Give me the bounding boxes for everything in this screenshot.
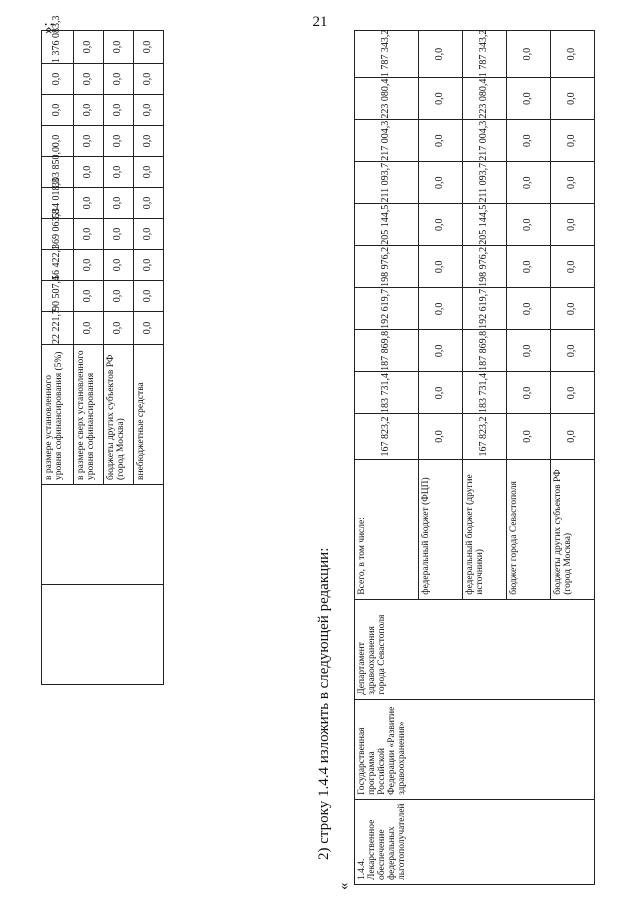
amount-cell: 0,0 bbox=[507, 246, 551, 288]
table-top-continuation bbox=[41, 15, 164, 685]
amount-cell: 0,0 bbox=[104, 95, 134, 126]
amount-cell: 0,0 bbox=[419, 288, 463, 330]
executor-name: Департамент здравоохранения города Севастополя bbox=[355, 599, 595, 699]
amount-cell: 303 850,0 bbox=[42, 157, 74, 188]
amount-cell: 223 080,4 bbox=[463, 78, 507, 120]
funding-source-label: бюджеты других субъектов РФ (город Москва) bbox=[551, 459, 595, 599]
amount-cell: 0,0 bbox=[134, 312, 164, 345]
section-heading: 2) строку 1.4.4 изложить в следующей редакции: bbox=[316, 547, 332, 860]
amount-cell: 0,0 bbox=[419, 78, 463, 120]
amount-cell: 0,0 bbox=[74, 188, 104, 219]
amount-cell: 0,0 bbox=[104, 188, 134, 219]
amount-cell: 0,0 bbox=[551, 78, 595, 120]
rotated-content bbox=[36, 15, 596, 890]
amount-cell: 0,0 bbox=[551, 330, 595, 372]
amount-cell: 0,0 bbox=[134, 95, 164, 126]
amount-cell: 0,0 bbox=[74, 157, 104, 188]
amount-cell: 22 221,7 bbox=[42, 312, 74, 345]
amount-cell: 0,0 bbox=[419, 204, 463, 246]
funding-source-label: бюджет города Севастополя bbox=[507, 459, 551, 599]
amount-cell: 183 731,4 bbox=[463, 372, 507, 414]
amount-cell: 192 619,7 bbox=[463, 288, 507, 330]
amount-cell: 0,0 bbox=[507, 31, 551, 78]
amount-cell: 0,0 bbox=[74, 250, 104, 281]
amount-cell: 0,0 bbox=[419, 414, 463, 459]
amount-cell: 0,0 bbox=[551, 246, 595, 288]
closing-quote: »; bbox=[40, 22, 56, 34]
amount-cell: 0,0 bbox=[551, 288, 595, 330]
amount-cell: 0,0 bbox=[134, 126, 164, 157]
amount-cell: 0,0 bbox=[104, 126, 134, 157]
amount-cell: 1 787 343,2 bbox=[463, 31, 507, 78]
funding-source-label: в размере установленного уровня софинансирования (5%) bbox=[42, 345, 74, 485]
amount-cell: 1 376 083,3 bbox=[42, 31, 74, 64]
amount-cell: 0,0 bbox=[74, 281, 104, 312]
amount-cell: 0,0 bbox=[42, 64, 74, 95]
amount-cell: 0,0 bbox=[419, 31, 463, 78]
amount-cell: 0,0 bbox=[507, 372, 551, 414]
amount-cell: 1 787 343,2 bbox=[355, 31, 419, 78]
amount-cell: 167 823,2 bbox=[463, 414, 507, 459]
amount-cell: 192 619,7 bbox=[355, 288, 419, 330]
amount-cell: 0,0 bbox=[74, 126, 104, 157]
table-row bbox=[42, 31, 74, 685]
funding-source-label: бюджеты других субъектов РФ (город Москва) bbox=[104, 345, 134, 485]
amount-cell: 0,0 bbox=[42, 95, 74, 126]
funding-source-label: Всего, в том числе: bbox=[355, 459, 419, 599]
amount-cell: 217 004,3 bbox=[355, 120, 419, 162]
amount-cell: 0,0 bbox=[104, 157, 134, 188]
amount-cell: 0,0 bbox=[74, 31, 104, 64]
funding-source-label: в размере сверх установленного уровня софинансирования bbox=[74, 345, 104, 485]
amount-cell: 211 093,7 bbox=[355, 162, 419, 204]
amount-cell: 0,0 bbox=[104, 312, 134, 345]
amount-cell: 0,0 bbox=[74, 219, 104, 250]
amount-cell: 0,0 bbox=[551, 120, 595, 162]
amount-cell: 534 018,3 bbox=[42, 188, 74, 219]
amount-cell: 211 093,7 bbox=[463, 162, 507, 204]
amount-cell: 0,0 bbox=[74, 312, 104, 345]
amount-cell: 0,0 bbox=[419, 372, 463, 414]
program-name: Государственная программа Российской Федерации «Развитие здравоохранения» bbox=[355, 699, 595, 799]
amount-cell: 0,0 bbox=[507, 162, 551, 204]
amount-cell: 0,0 bbox=[104, 219, 134, 250]
opening-quote: « bbox=[336, 882, 352, 890]
page-number: 21 bbox=[312, 14, 328, 30]
amount-cell: 0,0 bbox=[134, 31, 164, 64]
amount-cell: 0,0 bbox=[42, 126, 74, 157]
amount-cell: 167 823,2 bbox=[355, 414, 419, 459]
amount-cell: 0,0 bbox=[507, 204, 551, 246]
amount-cell: 187 869,8 bbox=[355, 330, 419, 372]
item-name: Лекарственное обеспечение федеральных льготополучателей bbox=[366, 803, 407, 880]
amount-cell: 223 080,4 bbox=[355, 78, 419, 120]
amount-cell: 0,0 bbox=[134, 188, 164, 219]
amount-cell: 217 004,3 bbox=[463, 120, 507, 162]
amount-cell: 187 869,8 bbox=[463, 330, 507, 372]
funding-source-label: федеральный бюджет (ФЦП) bbox=[419, 459, 463, 599]
amount-cell: 183 731,4 bbox=[355, 372, 419, 414]
amount-cell: 0,0 bbox=[419, 246, 463, 288]
amount-cell: 0,0 bbox=[74, 95, 104, 126]
amount-cell: 0,0 bbox=[104, 281, 134, 312]
amount-cell: 0,0 bbox=[134, 157, 164, 188]
amount-cell: 0,0 bbox=[104, 31, 134, 64]
amount-cell: 0,0 bbox=[104, 64, 134, 95]
item-code: 1.4.4. bbox=[357, 858, 367, 880]
amount-cell: 0,0 bbox=[507, 288, 551, 330]
amount-cell: 90 507,4 bbox=[42, 281, 74, 312]
amount-cell: 0,0 bbox=[507, 414, 551, 459]
amount-cell: 0,0 bbox=[551, 372, 595, 414]
amount-cell: 0,0 bbox=[551, 204, 595, 246]
empty-cell bbox=[42, 485, 164, 585]
amount-cell: 0,0 bbox=[134, 250, 164, 281]
empty-cell bbox=[42, 585, 164, 685]
amount-cell: 198 976,2 bbox=[355, 246, 419, 288]
amount-cell: 0,0 bbox=[134, 281, 164, 312]
amount-cell: 198 976,2 bbox=[463, 246, 507, 288]
amount-cell: 369 063,8 bbox=[42, 219, 74, 250]
amount-cell: 0,0 bbox=[507, 330, 551, 372]
amount-cell: 0,0 bbox=[419, 330, 463, 372]
amount-cell: 0,0 bbox=[507, 120, 551, 162]
amount-cell: 56 422,1 bbox=[42, 250, 74, 281]
amount-cell: 0,0 bbox=[134, 64, 164, 95]
amount-cell: 205 144,5 bbox=[355, 204, 419, 246]
amount-cell: 205 144,5 bbox=[463, 204, 507, 246]
amount-cell: 0,0 bbox=[551, 162, 595, 204]
amount-cell: 0,0 bbox=[551, 31, 595, 78]
funding-source-label: федеральный бюджет (другие источники) bbox=[463, 459, 507, 599]
amount-cell: 0,0 bbox=[419, 120, 463, 162]
amount-cell: 0,0 bbox=[507, 78, 551, 120]
amount-cell: 0,0 bbox=[104, 250, 134, 281]
funding-source-label: внебюджетные средства bbox=[134, 345, 164, 485]
amount-cell: 0,0 bbox=[74, 64, 104, 95]
amount-cell: 0,0 bbox=[551, 414, 595, 459]
amount-cell: 0,0 bbox=[134, 219, 164, 250]
item-code-name bbox=[355, 799, 595, 884]
table-row-1-4-4 bbox=[354, 30, 595, 885]
amount-cell: 0,0 bbox=[419, 162, 463, 204]
table-row bbox=[355, 31, 419, 885]
